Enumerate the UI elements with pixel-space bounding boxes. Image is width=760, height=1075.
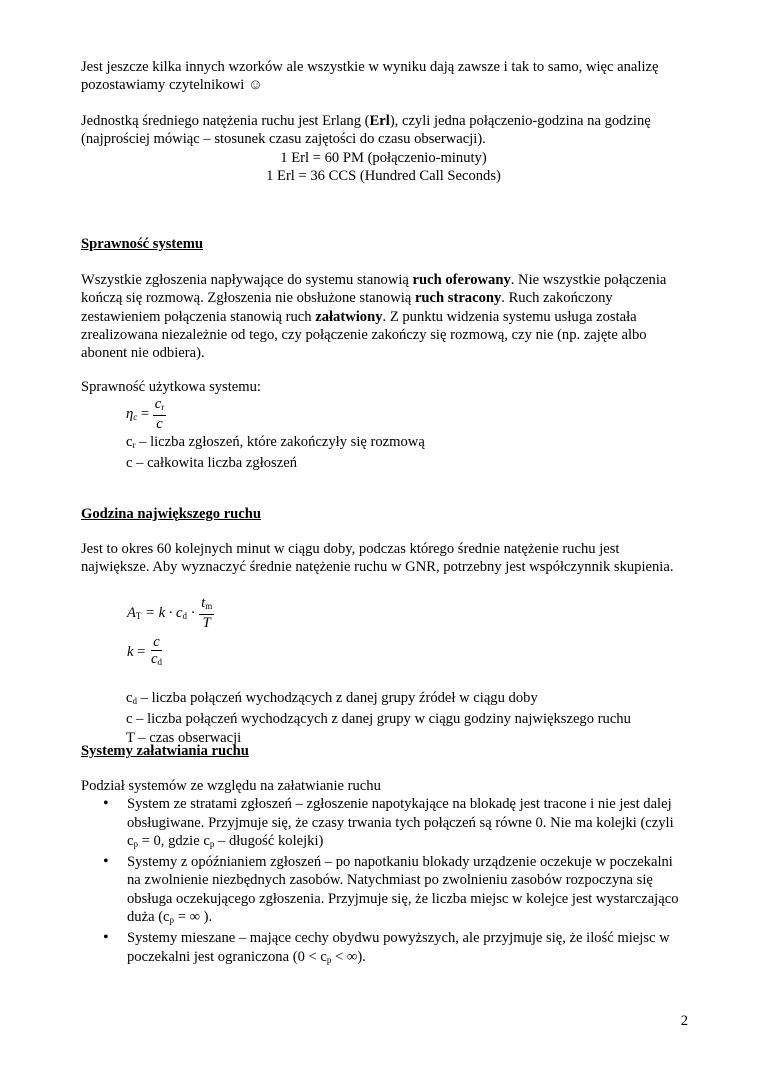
def1-subscript: r [132, 440, 136, 450]
eta-subscript: c [133, 411, 138, 422]
erlang-text-b: ), czyli jedna połączenio-godzina na godzinę (najprościej mówiąc – stosunek czasu zajętości do czasu obserwacji). [81, 113, 651, 148]
bullet-icon: • [103, 929, 109, 947]
gnr-paragraph [81, 540, 686, 577]
efficiency-text-d: . Ruch zakończony zestawieniem połączenia stanowią ruch [81, 290, 613, 325]
efficiency-definitions [126, 433, 686, 473]
item3-text-a: Systemy mieszane – mające cechy obydwu powyższych, ale przyjmuje się, że ilość miejsc w poczekalni jest ograniczona (0 < c [127, 930, 670, 965]
erlang-unit: Erl [369, 113, 390, 129]
systems-heading-block [81, 742, 686, 760]
item2-text-b: = ∞ ). [174, 909, 213, 926]
gnr-def-2: c – liczba połączeń wychodzących z danej grupy w ciągu godziny największego ruchu [126, 711, 631, 728]
term-handled-traffic: załatwiony [315, 308, 383, 325]
cd-den-subscript: d [157, 657, 162, 667]
efficiency-heading-block [81, 235, 686, 253]
c-symbol: c [153, 634, 160, 650]
a-subscript: T [135, 610, 142, 621]
item1-sub-2: p [209, 838, 215, 849]
erlang-definition [81, 112, 686, 149]
formula2-numerator [151, 635, 161, 651]
efficiency-formula [126, 397, 166, 432]
gnr-def1-text: – liczba połączeń wychodzących z danej grupy źródeł w ciągu doby [136, 690, 538, 706]
systems-heading: Systemy załatwiania ruchu [81, 743, 249, 759]
t-symbol: T [202, 615, 211, 631]
efficiency-text-a: Wszystkie zgłoszenia napływające do systemu stanowią [81, 272, 413, 288]
gnr-text: Jest to okres 60 kolejnych minut w ciągu doby, podczas którego średnie natężenie ruchu jest największe. Aby wyznaczyć średnie natężenie ruchu w GNR, potrzebny jest współczynnik skupienia. [81, 541, 674, 576]
item1-text-a: System ze stratami zgłoszeń – zgłoszenie napotykające na blokadę jest tracone i nie jest dalej obsługiwane. Przyjmuje się, że czasy trwania tych połączeń są równe 0. Nie ma kolejki (czyli c [127, 796, 674, 849]
item3-text-b: < ∞). [331, 948, 366, 965]
erlang-paragraph [81, 112, 686, 185]
erlang-equation-2: 1 Erl = 36 CCS (Hundred Call Seconds) [266, 167, 501, 184]
gnr-formula-2 [127, 635, 164, 670]
formula2-denominator [149, 651, 164, 670]
formula1-middle: = k · c [141, 604, 183, 621]
efficiency-label: Sprawność użytkowa systemu: [81, 379, 261, 395]
formula1-numerator [199, 596, 214, 615]
gnr-def-3: T – czas obserwacji [126, 729, 242, 746]
item1-text-b: = 0, gdzie c [137, 832, 210, 849]
gnr-heading-block [81, 505, 686, 523]
systems-intro: Podział systemów ze względu na załatwianie ruchu [81, 778, 381, 794]
formula2-fraction [149, 635, 164, 670]
systems-section [81, 777, 686, 969]
list-item [81, 795, 686, 853]
erlang-text-a: Jednostką średniego natężenia ruchu jest Erlang ( [81, 113, 370, 129]
item2-text-a: Systemy z opóźnianiem zgłoszeń – po napotkaniu blokady urządzenie oczekuje w poczekalni na zwolnienie niezbędnych zasobów. Natychmiast po zwolnieniu zasobów rozpoczyna się obsługa oczekującego zgłoszenia. Przyjmuje się, że liczba miejsc w kolejce jest wystarczająco duża (c [127, 854, 679, 926]
systems-list [81, 795, 686, 969]
term-offered-traffic: ruch oferowany [412, 272, 511, 288]
cd-symbol: c [151, 651, 158, 667]
efficiency-fraction [153, 397, 166, 432]
item1-sub-1: p [133, 838, 138, 849]
page-number: 2 [680, 1013, 688, 1029]
efficiency-text-e: . Z punktu widzenia systemu usługa została zrealizowana niezależnie od tego, czy połączenie zakończy się rozmową, czy nie (np. zajęte albo abonent nie odbiera). [81, 308, 647, 362]
list-item [81, 929, 686, 969]
term-lost-traffic: ruch stracony [414, 290, 502, 307]
item1-text-c: – długość kolejki) [214, 832, 324, 849]
formula1-fraction [199, 596, 214, 631]
def1-text: – liczba zgłoszeń, które zakończyły się rozmową [135, 434, 425, 450]
num-subscript: r [161, 402, 165, 412]
def1-symbol: c [126, 434, 133, 450]
den-symbol: c [156, 416, 163, 432]
item2-sub-1: p [169, 915, 175, 926]
efficiency-def-2: c – całkowita liczba zgłoszeń [126, 455, 297, 472]
gnr-definitions [126, 689, 686, 747]
num-symbol: c [154, 396, 162, 412]
cd-subscript: d [182, 610, 187, 621]
eta-symbol: η [126, 405, 134, 422]
gnr-def1-symbol: c [126, 690, 133, 706]
efficiency-text-c: . Nie wszystkie połączenia kończą się rozmową. Zgłoszenia nie obsłużone stanowią [81, 272, 667, 307]
gnr-def-1 [126, 689, 686, 710]
formula1-denominator [201, 615, 213, 631]
efficiency-text [81, 271, 686, 362]
tm-symbol: t [201, 595, 206, 611]
fraction-numerator [153, 397, 166, 416]
intro-paragraph [81, 58, 686, 95]
a-symbol: A [127, 604, 136, 621]
erlang-equation-1: 1 Erl = 60 PM (połączenio-minuty) [280, 149, 487, 166]
bullet-icon: • [103, 795, 109, 813]
intro-line-1: Jest jeszcze kilka innych wzorków ale wszystkie w wyniku dają zawsze i tak to samo, więc analizę [81, 59, 659, 75]
efficiency-heading: Sprawność systemu [81, 236, 204, 252]
bullet-icon: • [103, 853, 109, 871]
gnr-formula-1 [127, 596, 214, 631]
tm-subscript: m [205, 601, 213, 611]
efficiency-paragraph [81, 271, 686, 362]
item3-sub-1: p [326, 954, 332, 965]
list-item [81, 853, 686, 929]
formula1-dot: · [186, 604, 200, 621]
intro-line-2: pozostawiamy czytelnikowi ☺ [81, 77, 263, 94]
efficiency-def-1 [126, 433, 686, 454]
formula2-equals: = [133, 643, 150, 660]
gnr-heading: Godzina największego ruchu [81, 506, 261, 522]
k-symbol: k [127, 643, 134, 660]
gnr-def1-subscript: d [132, 696, 137, 706]
formula-equals: = [137, 405, 153, 422]
efficiency-label-block [81, 378, 686, 396]
fraction-denominator [154, 416, 164, 432]
